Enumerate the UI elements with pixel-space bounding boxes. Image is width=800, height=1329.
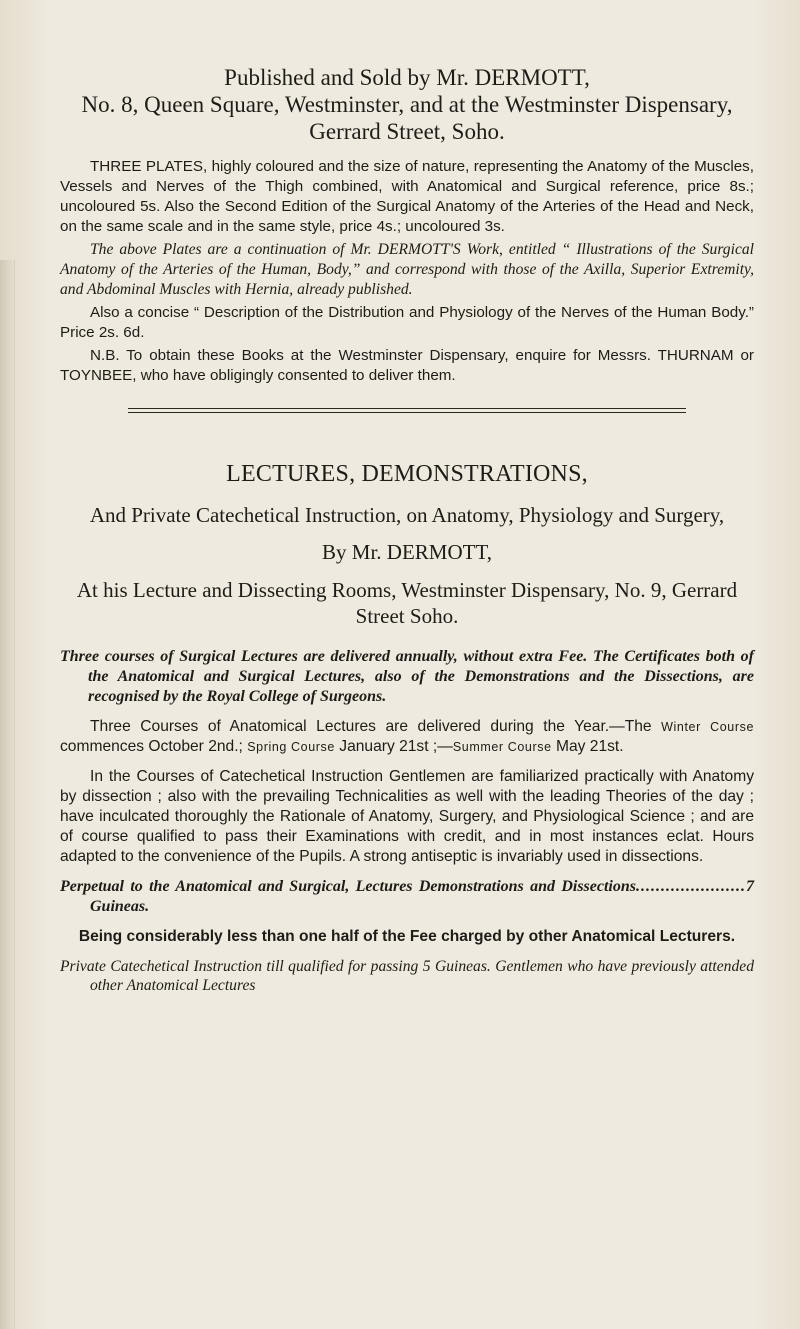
publisher-address: No. 8, Queen Square, Westminster, and at the Westminster Dispensary, Gerrard Street, Soho. <box>81 92 733 144</box>
summer-course-date: May 21st. <box>555 738 624 755</box>
private-instruction-note: Private Catechetical Instruction till qualified for passing 5 Guineas. Gentlemen who have previously attended other Anatomical Lectures <box>60 958 754 994</box>
binding-shadow <box>0 260 15 1329</box>
summer-course-label: Summer Course <box>452 740 552 754</box>
continuation-paragraph: The above Plates are a continuation of Mr. DERMOTT'S Work, entitled “ Illustrations of the Surgical Anatomy of the Arteries of the Human, Body,” and correspond with those of the Axilla, Superior Extremity, and Abdominal Muscles with Hernia, already published. <box>60 241 754 298</box>
courses-intro: Three courses of Surgical Lectures are delivered annually, without extra Fee. The Certificates both of the Anatomical and Surgical Lectures, also of the Demonstrations and the Dissections, are recognised by the Royal College of Surgeons. <box>60 648 754 705</box>
fee-comparison-note: Being considerably less than one half of the Fee charged by other Anatomical Lecturers. <box>78 928 736 945</box>
plates-paragraph: THREE PLATES, highly coloured and the size of nature, representing the Anatomy of the Muscles, Vessels and Nerves of the Thigh combined, with Anatomical and Surgical reference, price 8s.; uncoloured 5s. Also the Second Edition of the Surgical Anatomy of the Arteries of the Head and Neck, on the same scale and in the same style, price 4s.; uncoloured 3s. <box>60 158 754 235</box>
spring-course-label: Spring Course <box>247 740 335 754</box>
nerves-description-paragraph: Also a concise “ Description of the Distribution and Physiology of the Nerves of the Human Body.” Price 2s. 6d. <box>60 304 754 341</box>
document-body <box>60 64 754 995</box>
seasons-paragraph <box>60 717 754 757</box>
catechetical-paragraph: In the Courses of Catechetical Instruction Gentlemen are familiarized practically with Anatomy by dissection ; also with the prevailing Technicalities as well with the leading Theories of the day ; have inculcated thoroughly the Rationale of Anatomy, Surgery, and Physiological Science ; and are of course qualified to pass their Examinations with credit, and in most instances eclat. Hours adapted to the convenience of the Pupils. A strong antiseptic is invariably used in dissections. <box>60 768 754 865</box>
nb-paragraph: N.B. To obtain these Books at the Westminster Dispensary, enquire for Messrs. THURNAM or TOYNBEE, who have obligingly consented to deliver them. <box>60 347 754 384</box>
fee-label: Perpetual to the Anatomical and Surgical, Lectures Demonstrations and Dissections <box>60 878 636 895</box>
lectures-title: LECTURES, DEMONSTRATIONS, <box>226 461 588 487</box>
seasons-lead: Three Courses of Anatomical Lectures are delivered during the Year.—The <box>90 718 652 735</box>
fee-line <box>60 877 754 917</box>
lectures-subtitle: And Private Catechetical Instruction, on Anatomy, Physiology and Surgery, <box>89 503 725 527</box>
spring-course-date: January 21st ;— <box>339 738 453 755</box>
lecturer-byline: By Mr. DERMOTT, <box>322 540 492 564</box>
winter-course-date: commences October 2nd.; <box>60 738 243 755</box>
publisher-line: Published and Sold by Mr. DERMOTT, <box>224 65 590 90</box>
fee-amount: 7 Guineas. <box>90 878 754 915</box>
double-rule-divider <box>128 408 686 413</box>
fee-leader-dots: ...................... <box>636 878 746 895</box>
winter-course-label: Winter Course <box>661 720 754 734</box>
lecture-location: At his Lecture and Dissecting Rooms, Westminster Dispensary, No. 9, Gerrard Street Soho. <box>76 578 738 628</box>
